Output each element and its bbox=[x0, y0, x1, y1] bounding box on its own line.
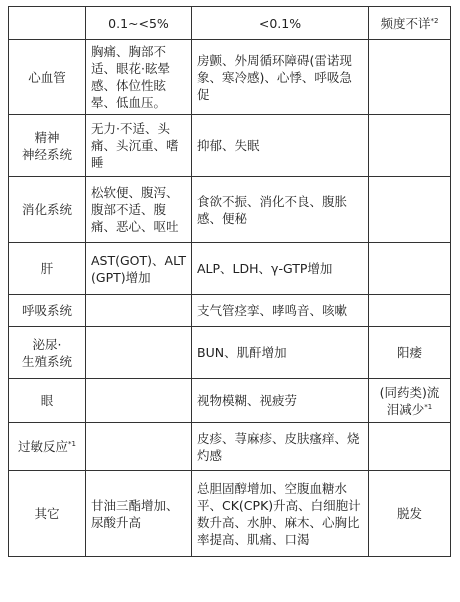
cell-freq-unknown bbox=[369, 177, 451, 243]
header-freq-unknown: 频度不详$^{*2}$ bbox=[369, 7, 451, 40]
table-row bbox=[9, 379, 451, 423]
cell-freq-2: 抑郁、失眠 bbox=[192, 115, 369, 177]
table-row bbox=[9, 327, 451, 379]
row-category: 其它 bbox=[9, 471, 86, 557]
row-category: 过敏反应$^{*1}$ bbox=[9, 423, 86, 471]
row-category: 呼吸系统 bbox=[9, 295, 86, 327]
cell-freq-1: 松软便、腹泻、腹部不适、腹痛、恶心、呕吐 bbox=[86, 177, 192, 243]
cell-freq-2: 视物模糊、视疲劳 bbox=[192, 379, 369, 423]
cell-freq-1: AST(GOT)、ALT (GPT)增加 bbox=[86, 243, 192, 295]
cell-freq-1: 无力·不适、头痛、头沉重、嗜睡 bbox=[86, 115, 192, 177]
cell-freq-unknown bbox=[369, 40, 451, 115]
header-freq-2: <0.1% bbox=[192, 7, 369, 40]
cell-freq-1 bbox=[86, 423, 192, 471]
cell-freq-1 bbox=[86, 327, 192, 379]
table-header-row bbox=[9, 7, 451, 40]
cell-freq-1: 甘油三酯增加、尿酸升高 bbox=[86, 471, 192, 557]
row-category: 消化系统 bbox=[9, 177, 86, 243]
table-row bbox=[9, 423, 451, 471]
table-row bbox=[9, 40, 451, 115]
cell-freq-unknown bbox=[369, 423, 451, 471]
cell-freq-2: 皮疹、荨麻疹、皮肤瘙痒、烧灼感 bbox=[192, 423, 369, 471]
cell-freq-2: 房颤、外周循环障碍(雷诺现象、寒冷感)、心悸、呼吸急促 bbox=[192, 40, 369, 115]
cell-freq-unknown bbox=[369, 295, 451, 327]
table-row bbox=[9, 471, 451, 557]
cell-freq-2: BUN、肌酐增加 bbox=[192, 327, 369, 379]
table-row bbox=[9, 115, 451, 177]
row-category: 眼 bbox=[9, 379, 86, 423]
adverse-reactions-table bbox=[8, 6, 451, 557]
header-freq-1: 0.1~<5% bbox=[86, 7, 192, 40]
cell-freq-unknown: 脱发 bbox=[369, 471, 451, 557]
cell-freq-unknown bbox=[369, 243, 451, 295]
row-category: 精神 神经系统 bbox=[9, 115, 86, 177]
row-category: 心血管 bbox=[9, 40, 86, 115]
table-row bbox=[9, 177, 451, 243]
header-blank bbox=[9, 7, 86, 40]
table-row bbox=[9, 295, 451, 327]
row-category: 肝 bbox=[9, 243, 86, 295]
cell-freq-1 bbox=[86, 379, 192, 423]
cell-freq-2: 食欲不振、消化不良、腹胀感、便秘 bbox=[192, 177, 369, 243]
cell-freq-unknown: (同药类)流泪减少$^{*1}$ bbox=[369, 379, 451, 423]
cell-freq-1 bbox=[86, 295, 192, 327]
table-row bbox=[9, 243, 451, 295]
cell-freq-unknown bbox=[369, 115, 451, 177]
row-category: 泌尿· 生殖系统 bbox=[9, 327, 86, 379]
cell-freq-2: ALP、LDH、γ-GTP增加 bbox=[192, 243, 369, 295]
cell-freq-unknown: 阳痿 bbox=[369, 327, 451, 379]
cell-freq-2: 支气管痉挛、哮鸣音、咳嗽 bbox=[192, 295, 369, 327]
cell-freq-2: 总胆固醇增加、空腹血糖水平、CK(CPK)升高、白细胞计数升高、水肿、麻木、心胸比率提高、肌痛、口渴 bbox=[192, 471, 369, 557]
cell-freq-1: 胸痛、胸部不适、眼花·眩晕感、体位性眩晕、低血压。 bbox=[86, 40, 192, 115]
